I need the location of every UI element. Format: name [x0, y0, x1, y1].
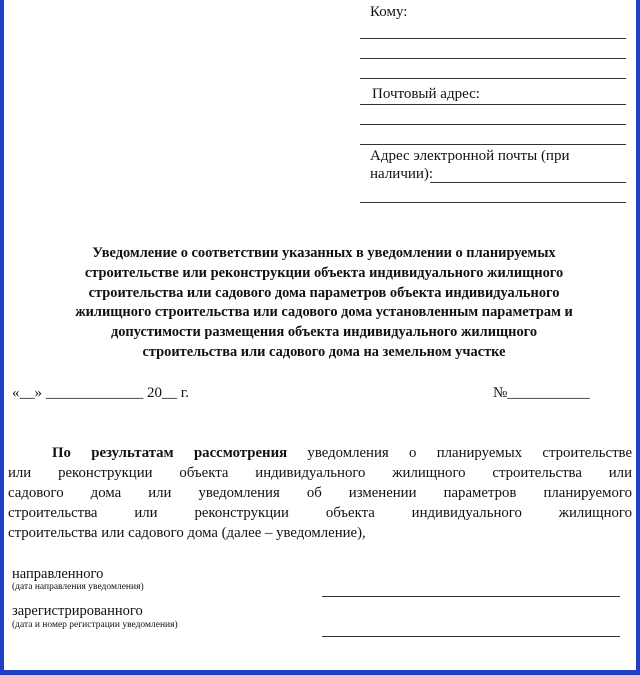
postal-address-line-3 [360, 144, 626, 145]
notice-date: «__» _____________ 20__ г. [12, 385, 189, 401]
sent-date-line [322, 596, 620, 597]
notice-title-line: строительства или садового дома на земельном участке [142, 343, 506, 360]
body-line: или реконструкции объекта индивидуального жилищного строительства или [8, 465, 632, 481]
notice-title-line: жилищного строительства или садового дома установленным параметрам и [75, 304, 573, 321]
body-line: садового дома или уведомления об изменении параметров планируемого [8, 485, 632, 501]
body-line: строительства или садового дома (далее – уведомление), [8, 525, 366, 541]
notice-title-line: допустимости размещения объекта индивидуального жилищного [110, 324, 538, 341]
body-line1-rest: уведомления о планируемых строительстве [287, 445, 633, 461]
notice-number: №___________ [493, 385, 590, 401]
body-bold-lead: По результатам рассмотрения [52, 445, 288, 461]
body-line [8, 443, 632, 463]
notice-title-line: строительства или садового дома параметров объекта индивидуального [88, 284, 560, 301]
email-line-2 [360, 202, 626, 203]
recipient-to-line-1 [360, 38, 626, 39]
postal-address-line-2 [360, 124, 626, 125]
notice-title-line: строительстве или реконструкции объекта индивидуального жилищного [84, 264, 564, 281]
email-line-1 [430, 182, 626, 183]
registered-hint: (дата и номер регистрации уведомления) [12, 620, 178, 630]
sent-label: направленного [12, 566, 104, 582]
body-line: строительства или реконструкции объекта индивидуального жилищного [8, 505, 632, 521]
email-label-line1: Адрес электронной почты (при [370, 148, 570, 164]
body-paragraph [8, 443, 632, 543]
notice-title-line: Уведомление о соответствии указанных в уведомлении о планируемых [92, 245, 556, 261]
registered-date-line [322, 636, 620, 637]
recipient-to-label: Кому: [370, 4, 408, 20]
sent-hint: (дата направления уведомления) [12, 582, 144, 592]
postal-address-line-1 [360, 104, 626, 105]
registered-label: зарегистрированного [12, 603, 143, 619]
email-label-line2: наличии): [370, 166, 434, 182]
notice-title [14, 244, 634, 363]
recipient-to-line-2 [360, 58, 626, 59]
recipient-to-line-3 [360, 78, 626, 79]
postal-address-label: Почтовый адрес: [372, 86, 480, 102]
